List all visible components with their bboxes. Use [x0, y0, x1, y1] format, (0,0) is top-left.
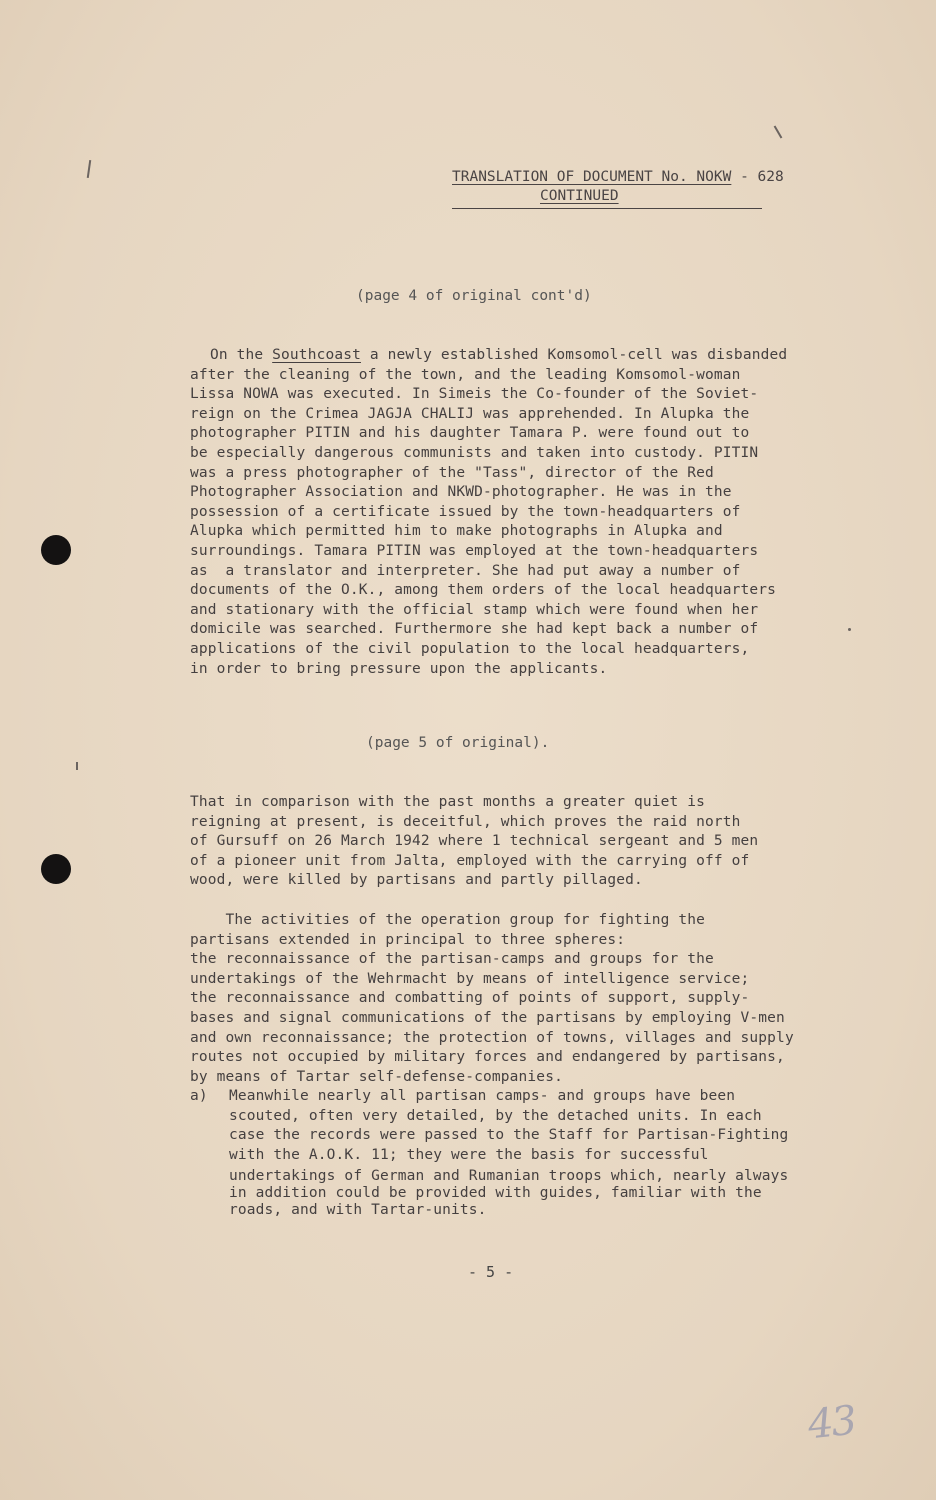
paragraph-gursuff-raid: That in comparison with the past months a greater quiet is reigning at present, is deceitful, which proves the raid north of Gursuff on 26 March 1942 where 1 technical sergeant and 5 men of a pioneer unit from Jalta, employed with the carrying off of wood, were killed by partisans and partly pillaged. [190, 794, 759, 889]
list-item-text: Meanwhile nearly all partisan camps- and groups have been scouted, often very detailed, by the detached units. In each case the records were passed to the Staff for Partisan-Fighting with the A.O.K. 11; they were the basis for successful [229, 1088, 789, 1163]
header-rule [452, 208, 762, 209]
punch-hole [41, 535, 71, 565]
page-number: - 5 - [468, 1263, 514, 1281]
header-title: TRANSLATION OF DOCUMENT No. NOKW [452, 169, 732, 185]
header-subtitle: CONTINUED [540, 188, 619, 204]
header-doc-number: - 628 [731, 169, 784, 185]
paragraph-southcoast [190, 346, 787, 679]
paper-speck [774, 125, 783, 138]
paragraph-lead: On the [210, 347, 273, 363]
paragraph-body: a newly established Komsomol-cell was disbanded after the cleaning of the town, and the leading Komsomol-woman Lissa NOWA was executed. In Simeis the Co-founder of the Soviet- reign on the Crimea JAGJA CHALIJ was apprehended. In Alupka the photographer PITIN and his daughter Tamara P. were found out to be especially dangerous communists and taken into custody. PITIN was a press photographer of the "Tass", director of the Red Photographer Association and NKWD-photographer. He was in the possession of a certificate issued by the town-headquarters of Alupka which permitted him to make photographs in Alupka and surroundings. Tamara PITIN was employed at the town-headquarters as a translator and interpreter. She had put away a number of documents of the O.K., among them orders of the local headquarters and stationary with the official stamp which were found when her domicile was searched. Furthermore she had kept back a number of applications of the civil population to the local headquarters, in order to bring pressure upon the applicants. [190, 347, 788, 677]
page-4-note: (page 4 of original cont'd) [356, 288, 592, 304]
document-header [452, 168, 822, 209]
paper-speck [87, 160, 91, 178]
underlined-southcoast: Southcoast [272, 347, 361, 363]
list-item-text-continued: undertakings of German and Rumanian troops which, nearly always in addition could be provided with guides, familiar with the roads, and with Tartar-units. [229, 1168, 789, 1218]
handwritten-page-number: 43 [805, 1397, 858, 1449]
paper-speck [76, 762, 78, 770]
paragraph-operation-group: The activities of the operation group for fighting the partisans extended in principal to three spheres: the reconnaissance of the partisan-camps and groups for the undertakings of the Wehrmacht by means of intelligence service; the reconnaissance and combatting of points of support, supply- bases and signal communications of the partisans by employing V-men and own reconnaissance; the protection of towns, villages and supply routes not occupied by military forces and endangered by partisans, by means of Tartar self-defense-companies. [190, 912, 794, 1085]
punch-hole [41, 854, 71, 884]
list-item-label: a) [190, 1088, 208, 1104]
page-5-note: (page 5 of original). [366, 735, 550, 751]
paper-speck [848, 628, 851, 631]
